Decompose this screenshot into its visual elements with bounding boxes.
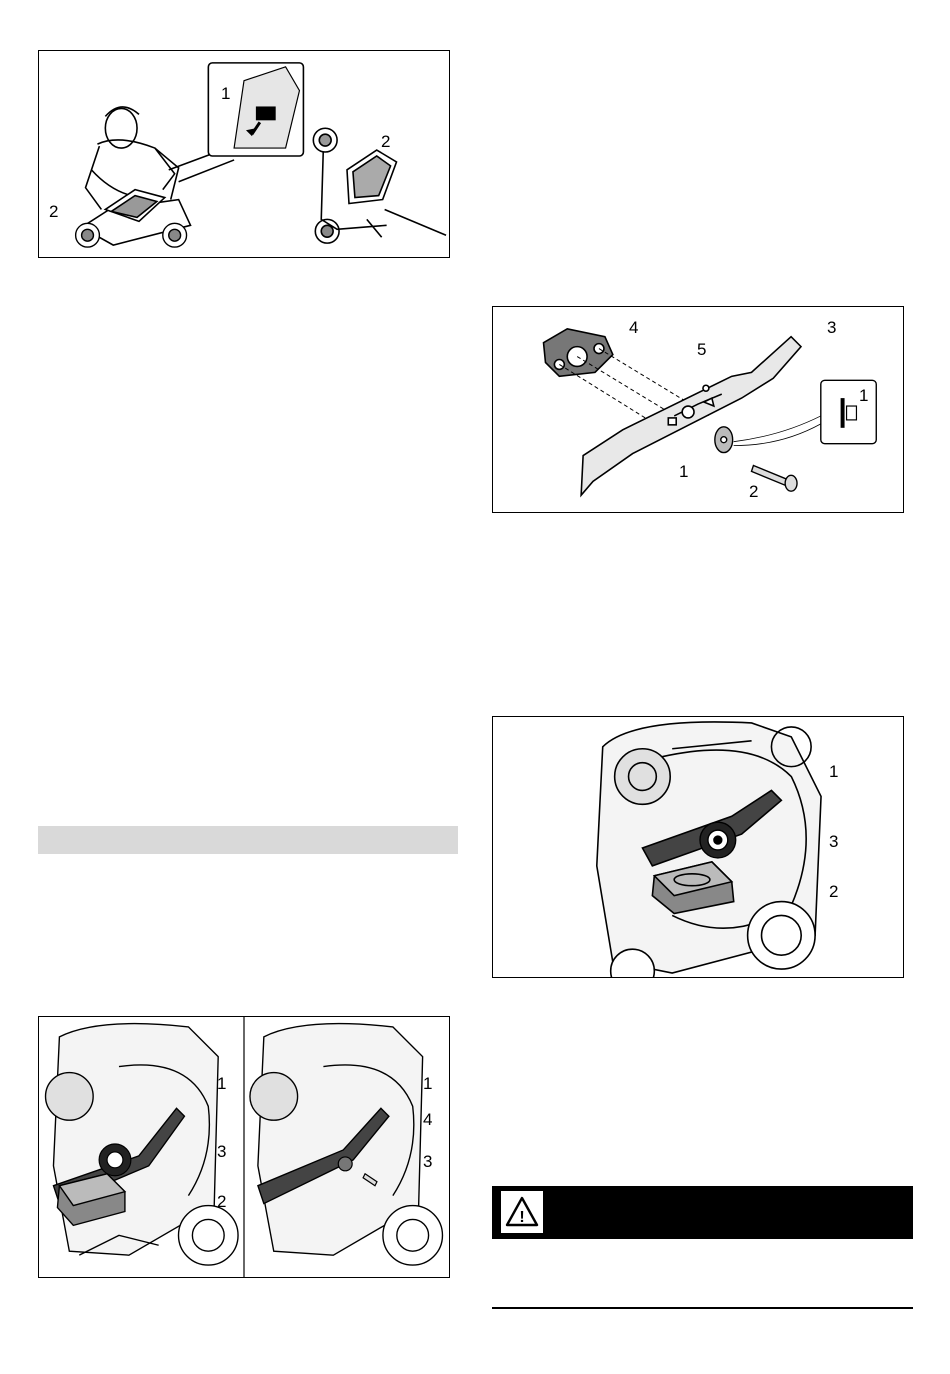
- battery-removal-illustration: [39, 51, 449, 257]
- callout-1-blade-left: 1: [217, 1074, 227, 1093]
- callout-3-blade: 3: [827, 318, 837, 337]
- underside-wedge-illustration: [493, 717, 903, 977]
- callout-2-wedge-left: 2: [217, 1192, 227, 1211]
- callout-1-blade-right: 1: [423, 1074, 433, 1093]
- figure-battery-removal: [38, 50, 450, 258]
- callout-1-blade: 1: [829, 762, 839, 781]
- warning-banner: [492, 1186, 913, 1239]
- warning-symbol: !: [519, 1209, 525, 1226]
- callout-1-washer: 1: [679, 462, 689, 481]
- mower-side-icon: [313, 128, 446, 243]
- callout-3-bolt-right: 3: [423, 1152, 433, 1171]
- underside-panel-right: [250, 1024, 443, 1265]
- bottom-rule: [492, 1307, 913, 1309]
- callout-1-detail-washer: 1: [859, 386, 869, 405]
- callout-2-wheel-right: 2: [381, 132, 391, 151]
- lever-detail-inset: [208, 63, 303, 156]
- hub-icon: [544, 329, 613, 377]
- hub-icon: [99, 1144, 131, 1176]
- callout-4-hub: 4: [629, 318, 639, 337]
- washer-icon: [338, 1157, 352, 1171]
- blade-assembly-illustration: [493, 307, 903, 512]
- figure-blade-removal-panels: [38, 1016, 450, 1278]
- callout-3-hub-left: 3: [217, 1142, 227, 1161]
- callout-5-hole: 5: [697, 340, 707, 359]
- hub-icon: [700, 822, 736, 858]
- washer-icon: [715, 427, 733, 453]
- figure-underside-wedge: [492, 716, 904, 978]
- callout-2-bolt: 2: [749, 482, 759, 501]
- warning-triangle-icon: [501, 1191, 543, 1233]
- blade-removal-illustration: [39, 1017, 449, 1277]
- callout-4-washer-right: 4: [423, 1110, 433, 1129]
- underside-panel-left: [46, 1024, 239, 1265]
- callout-2-wheel-left: 2: [49, 202, 59, 221]
- figure-blade-assembly: [492, 306, 904, 513]
- section-heading-bar: [38, 826, 458, 854]
- wheel-icon: [76, 223, 187, 247]
- callout-3-hub: 3: [829, 832, 839, 851]
- callout-1-lever: 1: [221, 84, 231, 103]
- battery-icon: [105, 190, 164, 222]
- callout-2-wedge: 2: [829, 882, 839, 901]
